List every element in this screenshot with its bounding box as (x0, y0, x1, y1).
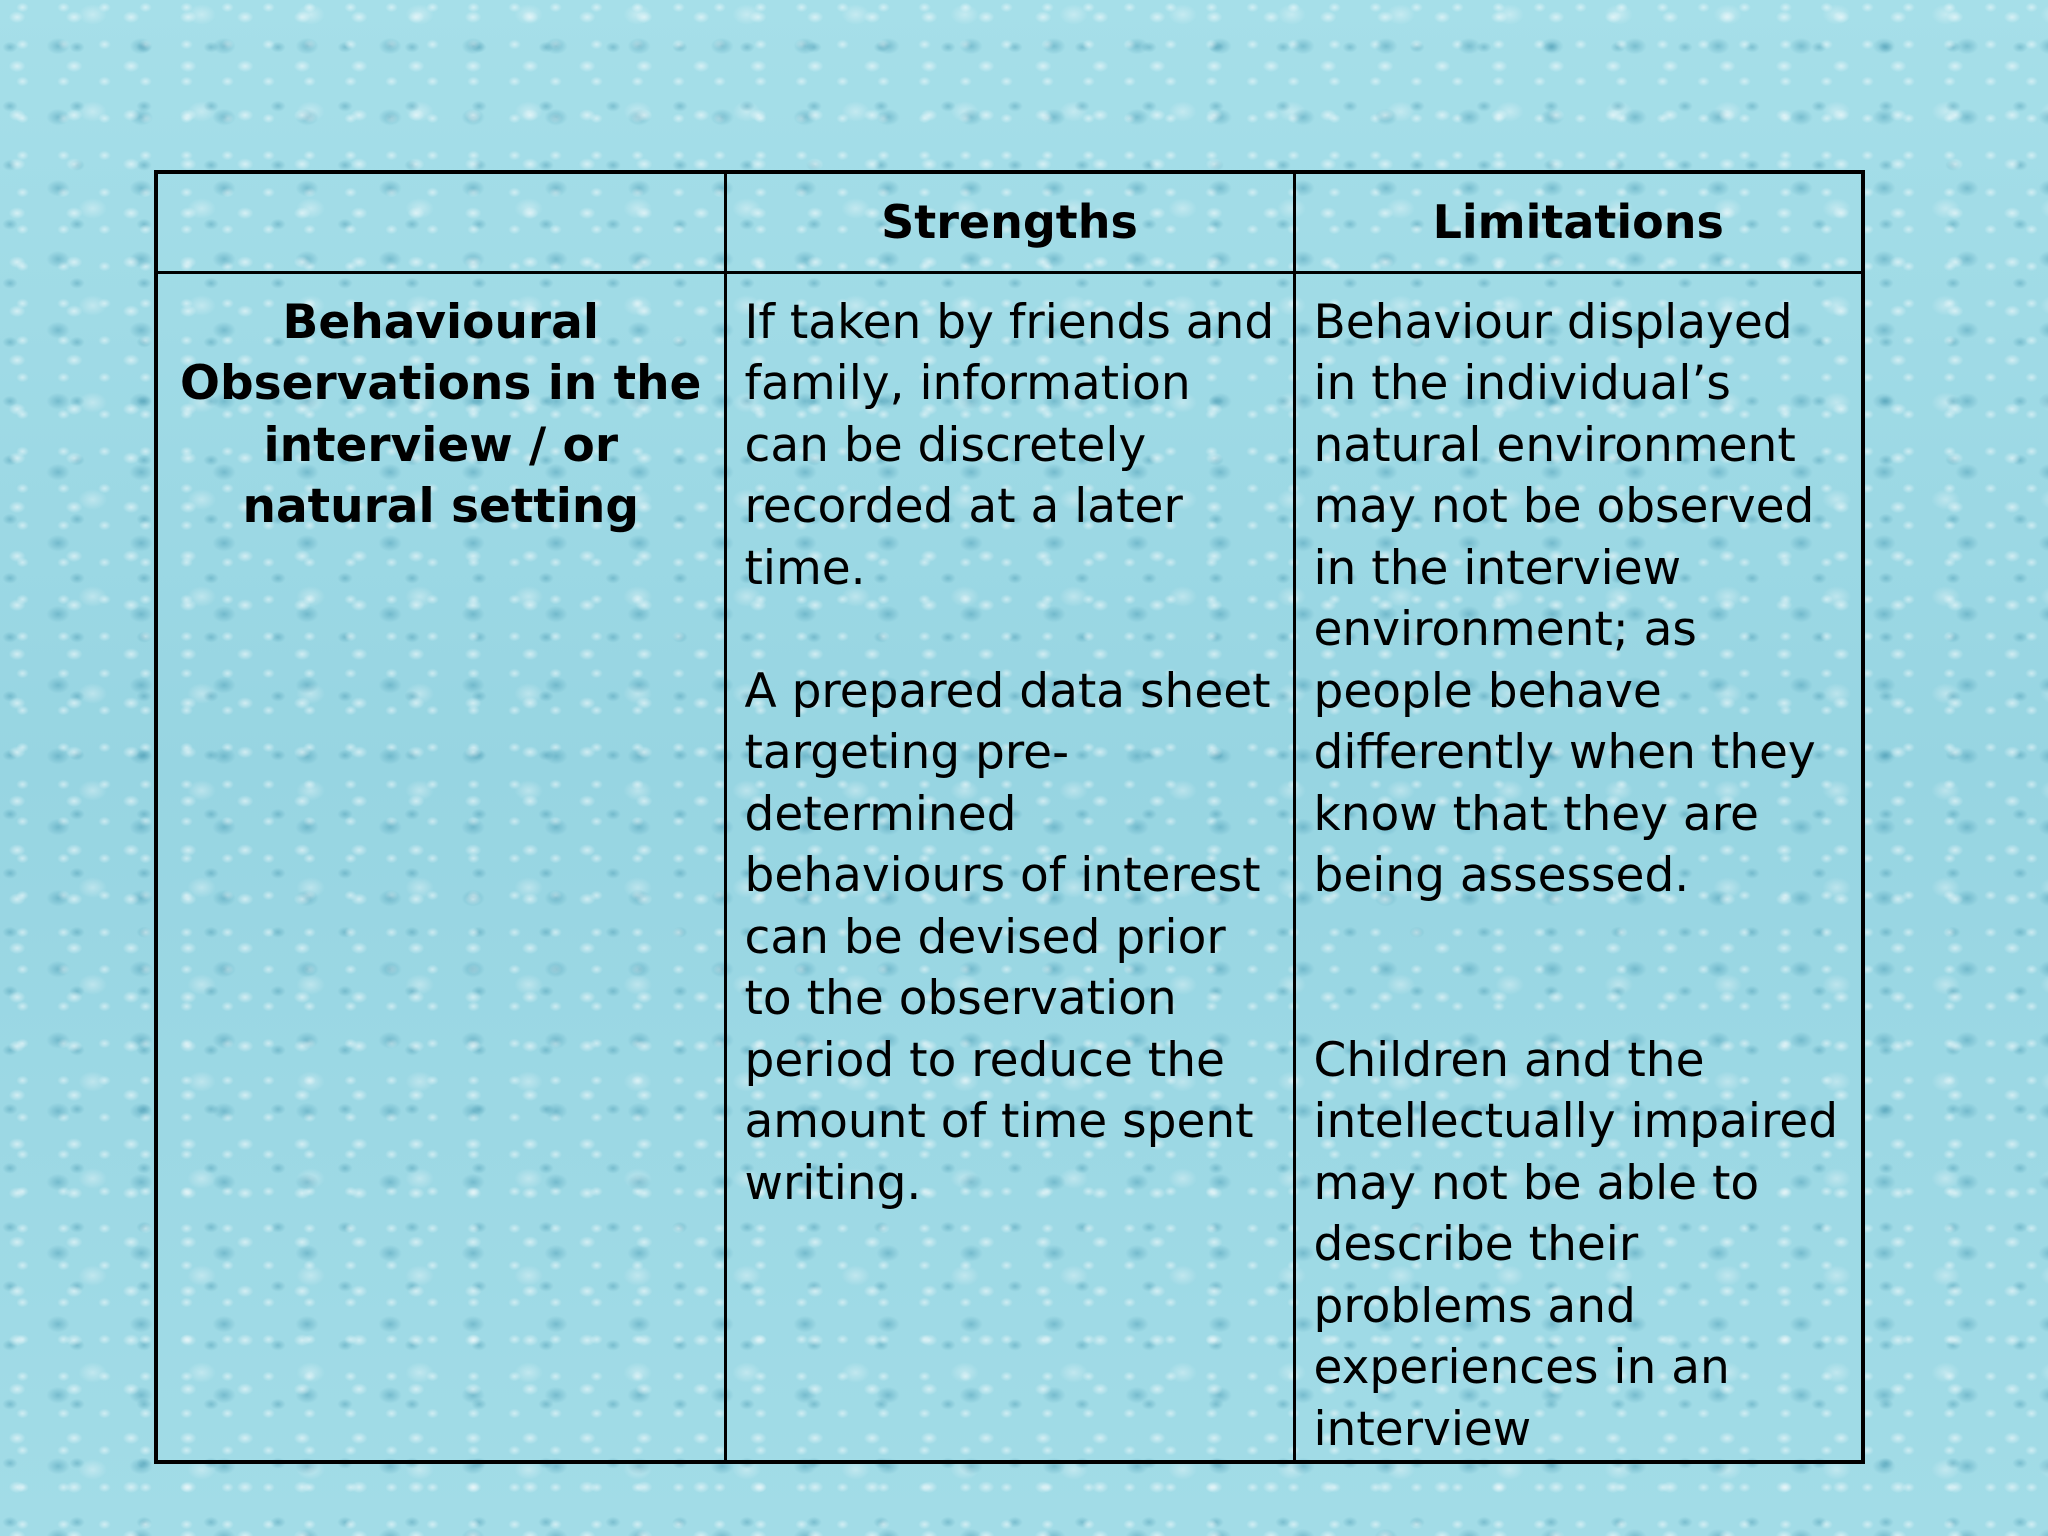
comparison-table (154, 170, 1865, 1464)
strength-item: A prepared data sheet targeting pre-determined behaviours of interest can be devised prior to the observation period to reduce the amount of time spent writing. (744, 663, 1271, 1211)
row-label-behavioural-observations: Behavioural Observations in the interview / or natural setting (156, 272, 725, 1462)
strengths-cell (725, 272, 1294, 1462)
header-strengths: Strengths (725, 172, 1294, 272)
strength-item: If taken by friends and family, information can be discretely recorded at a later time. (744, 294, 1275, 596)
limitation-item: Behaviour displayed in the individual’s natural environment may not be observed in the interview environment; as people behave differently when they know that they are being assessed. (1313, 294, 1816, 903)
limitations-cell (1294, 272, 1863, 1462)
header-cell-empty (156, 172, 725, 272)
limitation-item: Children and the intellectually impaired may not be able to describe their problems and experiences in an interview (1313, 1032, 1839, 1457)
table-row (156, 272, 1863, 1462)
header-row (156, 172, 1863, 272)
header-limitations: Limitations (1294, 172, 1863, 272)
